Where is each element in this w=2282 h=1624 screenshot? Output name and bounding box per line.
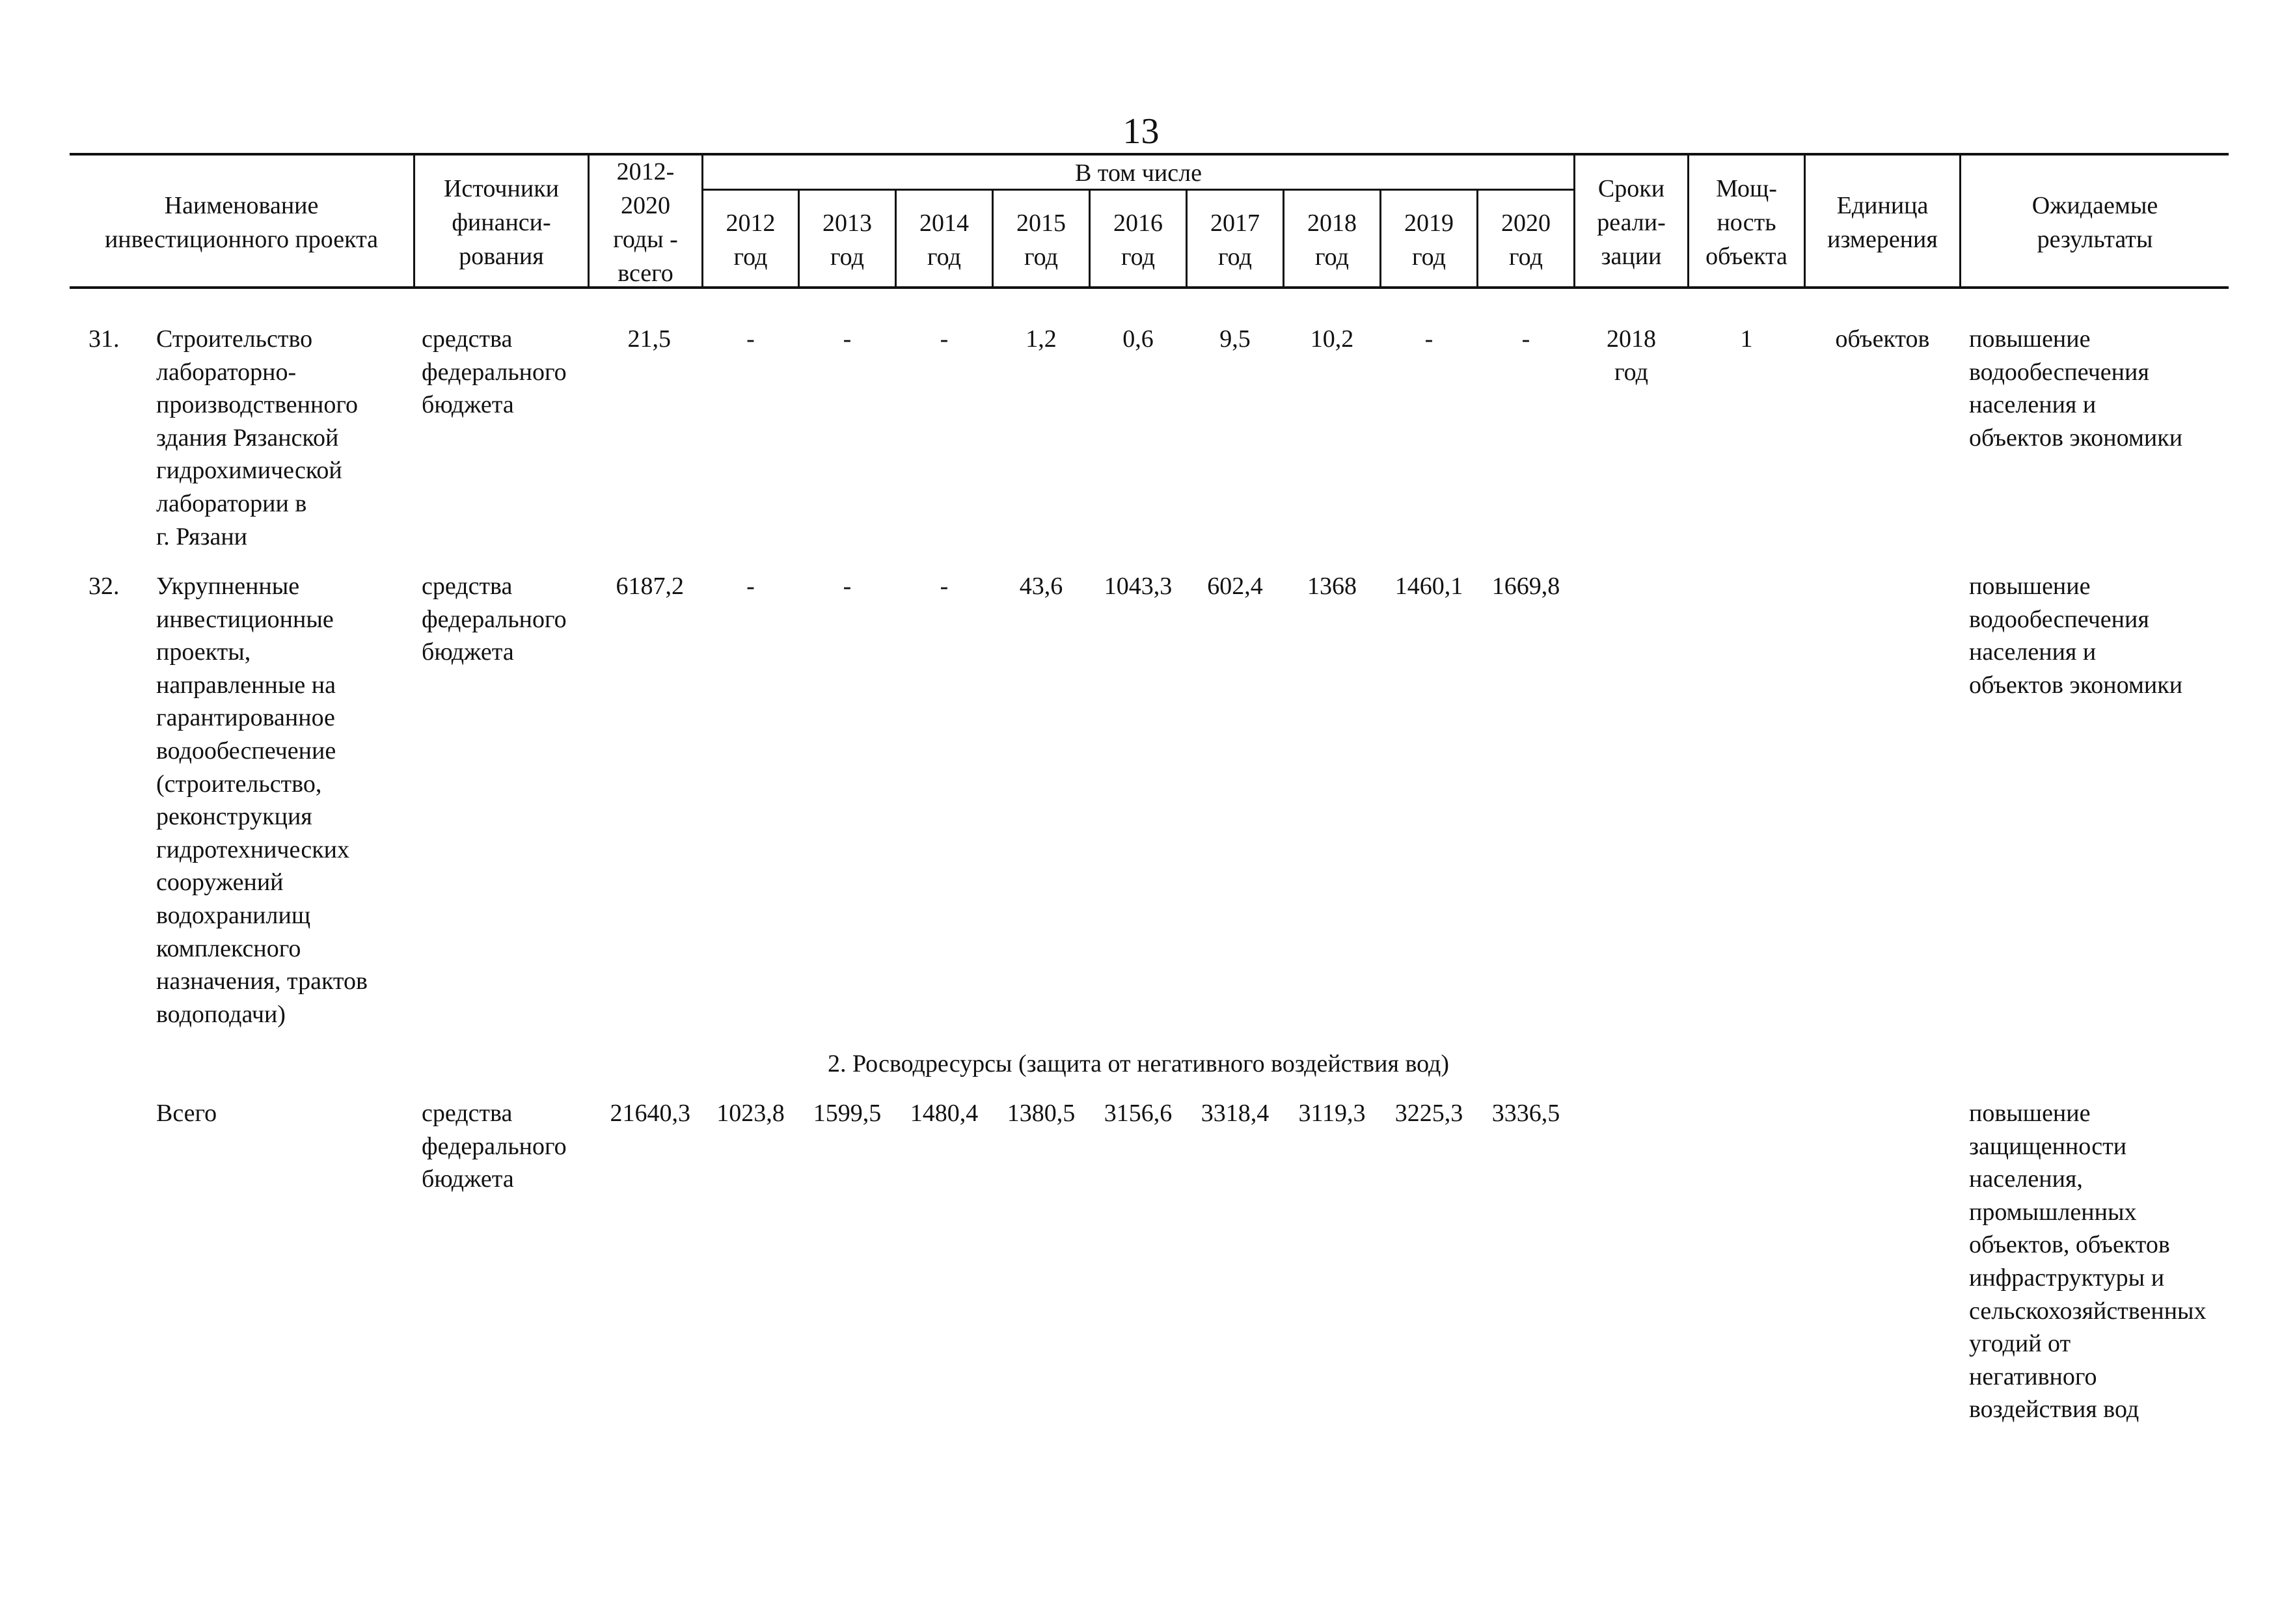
row-year-value: - — [746, 325, 755, 353]
row-unit: объектов — [1835, 325, 1930, 353]
row-year-value: - — [940, 325, 949, 353]
row-source: средства федерального бюджета — [422, 573, 567, 666]
row-number: 32. — [88, 573, 120, 600]
row-year-value: 1023,8 — [716, 1100, 785, 1127]
header-terms: Сроки реали- зации — [1597, 175, 1666, 270]
header-name: Наименование инвестиционного проекта — [104, 192, 379, 253]
row-total: 21,5 — [627, 325, 671, 353]
row-year-value: 1,2 — [1026, 325, 1057, 353]
row-year-value: 3336,5 — [1491, 1100, 1560, 1127]
header-year: 2018 год — [1307, 210, 1357, 271]
row-year-value: 1460,1 — [1394, 573, 1463, 600]
header-top-rule — [70, 153, 2229, 156]
row-name: Укрупненные инвестиционные проекты, направленные на гарантированное водообеспечение (строительство, реконструкция гидротехнических сооружений водохранилищ комплексного назначения, трактов водоподачи) — [156, 573, 368, 1028]
row-year-value: 1480,4 — [910, 1100, 979, 1127]
header-year: 2016 год — [1113, 210, 1163, 271]
row-year-value: 3318,4 — [1201, 1100, 1270, 1127]
section-title: 2. Росводресурсы (защита от негативного воздействия вод) — [827, 1050, 1450, 1077]
row-name: Строительство лабораторно- производственного здания Рязанской гидрохимической лаборатории в г. Рязани — [156, 325, 358, 550]
row-year-value: - — [940, 573, 949, 600]
row-year-value: 10,2 — [1310, 325, 1354, 353]
header-total: 2012- 2020 годы - всего — [613, 158, 678, 287]
row-source: средства федерального бюджета — [422, 1100, 567, 1193]
row-year-value: 602,4 — [1207, 573, 1263, 600]
row-total: 6187,2 — [616, 573, 684, 600]
row-results: повышение защищенности населения, промышленных объектов, объектов инфраструктуры и сельскохозяйственных угодий от негативного воздействия вод — [1969, 1100, 2207, 1424]
page-number: 13 — [1122, 111, 1160, 152]
row-year-value: 3119,3 — [1298, 1100, 1366, 1127]
header-year: 2017 год — [1210, 210, 1260, 271]
row-total: 21640,3 — [610, 1100, 690, 1127]
header-year: 2015 год — [1016, 210, 1066, 271]
header-source: Источники финанси- рования — [443, 175, 559, 270]
row-year-value: 1380,5 — [1007, 1100, 1076, 1127]
row-year-value: - — [1424, 325, 1433, 353]
header-bottom-rule — [70, 286, 2229, 289]
row-year-value: 1669,8 — [1491, 573, 1560, 600]
row-year-value: - — [1521, 325, 1530, 353]
header-capacity: Мощ- ность объекта — [1705, 175, 1787, 270]
row-year-value: 3225,3 — [1394, 1100, 1463, 1127]
row-year-value: 43,6 — [1019, 573, 1063, 600]
row-year-value: - — [746, 573, 755, 600]
row-year-value: 9,5 — [1219, 325, 1251, 353]
row-year-value: 1599,5 — [813, 1100, 882, 1127]
row-year-value: - — [843, 573, 852, 600]
header-results: Ожидаемые результаты — [2031, 192, 2158, 253]
header-year: 2012 год — [726, 210, 776, 271]
header-year: 2013 год — [822, 210, 872, 271]
row-terms: 2018 год — [1607, 325, 1656, 386]
header-unit: Единица измерения — [1827, 192, 1938, 253]
row-year-value: 1043,3 — [1104, 573, 1173, 600]
row-number: 31. — [88, 325, 120, 353]
row-results: повышение водообеспечения населения и объектов экономики — [1969, 325, 2183, 452]
row-year-value: 1368 — [1307, 573, 1357, 600]
header-year: 2020 год — [1501, 210, 1551, 271]
row-year-value: 3156,6 — [1104, 1100, 1173, 1127]
header-year: 2019 год — [1404, 210, 1454, 271]
row-source: средства федерального бюджета — [422, 325, 567, 419]
row-results: повышение водообеспечения населения и объектов экономики — [1969, 573, 2183, 699]
header-year: 2014 год — [919, 210, 969, 271]
row-capacity: 1 — [1740, 325, 1753, 353]
row-year-value: 0,6 — [1122, 325, 1154, 353]
row-name: Всего — [156, 1100, 217, 1127]
header-including: В том числе — [1075, 159, 1202, 187]
row-year-value: - — [843, 325, 852, 353]
